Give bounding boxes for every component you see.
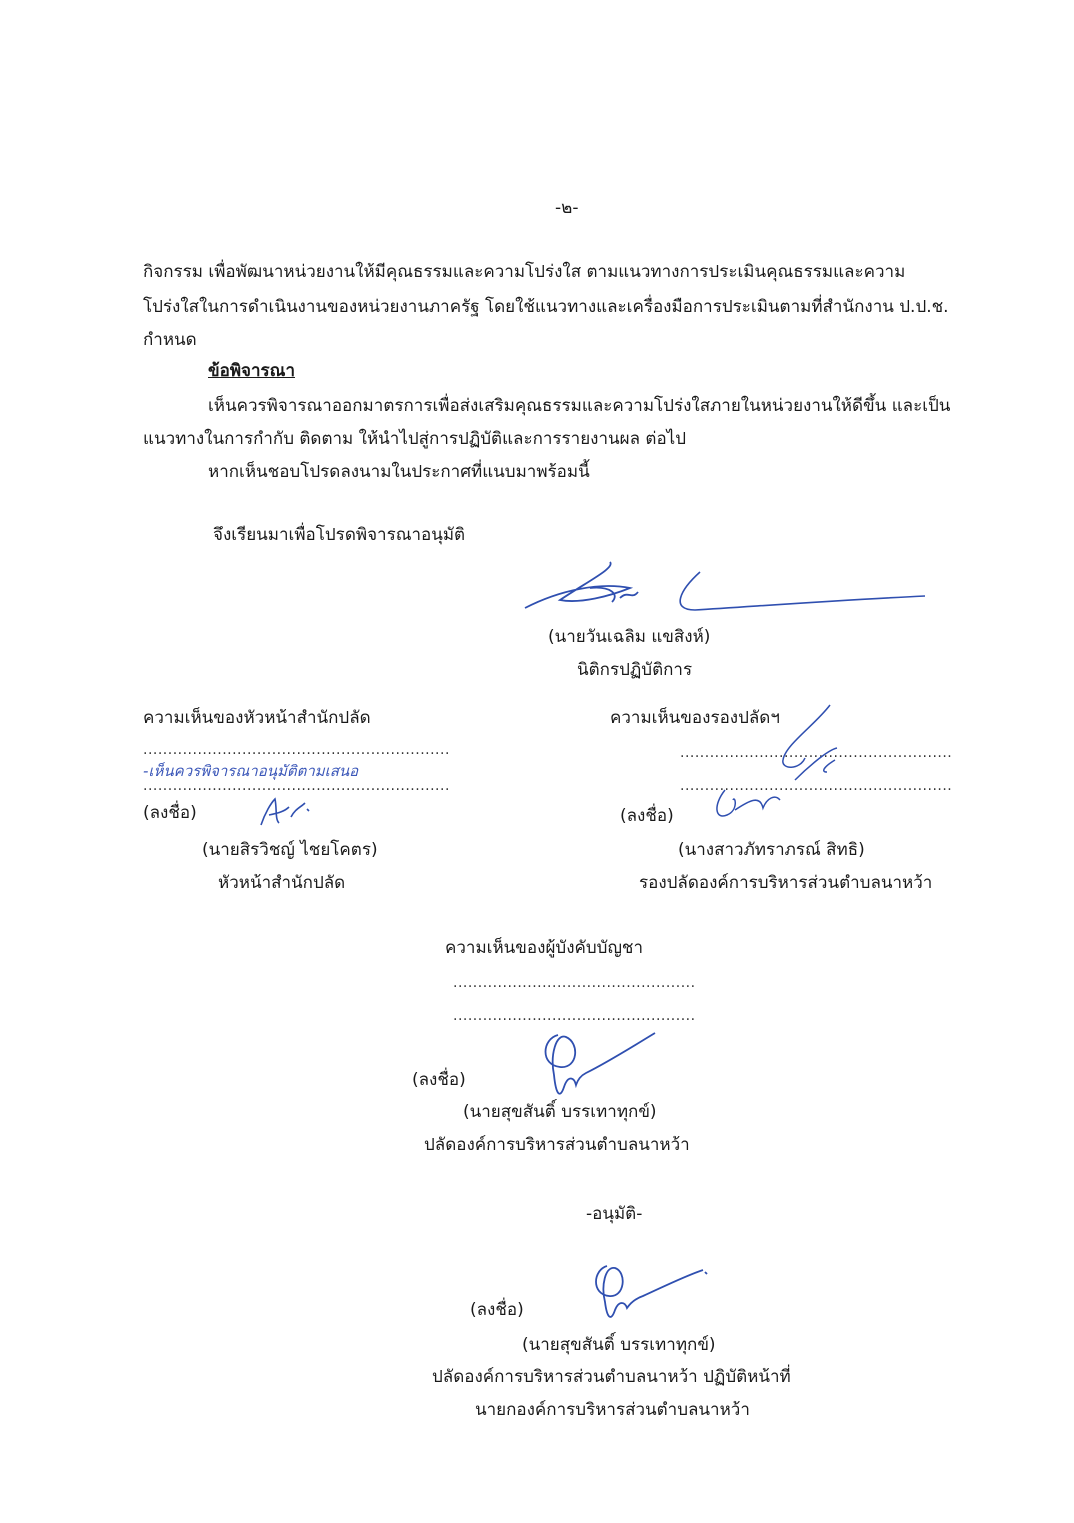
para1-line-2: แนวทางในการกำกับ ติดตาม ให้นำไปสู่การปฏิบัติและการรายงานผล ต่อไป [143,429,687,449]
body-line-2: โปร่งใสในการดำเนินงานของหน่วยงานภาครัฐ โดยใช้แนวทางและเครื่องมือการประเมินตามที่สำนักงาน ป.ป.ช. [143,297,949,317]
section-heading: ข้อพิจารณา [208,361,295,381]
approval-signature [585,1258,715,1328]
deputy-dotted-line-2: ....................................................... [680,778,953,794]
deputy-sign-label: (ลงชื่อ) [620,806,674,826]
head-office-dotted-line-2: .............................................................. [143,778,450,794]
approval-sign-label: (ลงชื่อ) [470,1300,524,1320]
head-office-name: (นายสิรวิชญ์ ไชยโคตร) [202,840,378,860]
deputy-name: (นางสาวภัทราภรณ์ สิทธิ) [678,840,865,860]
head-office-opinion-title: ความเห็นของหัวหน้าสำนักปลัด [143,708,371,728]
supervisor-opinion-title: ความเห็นของผู้บังคับบัญชา [445,938,644,958]
head-office-dotted-line-1: .............................................................. [143,742,450,758]
supervisor-signature [530,1025,660,1105]
author-name: (นายวันเฉลิม แขสิงห์) [548,627,711,647]
body-line-1: กิจกรรม เพื่อพัฒนาหน่วยงานให้มีคุณธรรมและความโปร่งใส ตามแนวทางการประเมินคุณธรรมและความ [143,262,906,282]
closing-line: จึงเรียนมาเพื่อโปรดพิจารณาอนุมัติ [213,525,466,545]
author-position: นิติกรปฏิบัติการ [577,660,693,680]
deputy-opinion-title: ความเห็นของรองปลัดฯ [610,708,780,728]
head-office-handwritten-note: -เห็นควรพิจารณาอนุมัติตามเสนอ [143,762,359,780]
para1-line-1: เห็นควรพิจารณาออกมาตรการเพื่อส่งเสริมคุณธรรมและความโปร่งใสภายในหน่วยงานให้ดีขึ้น และเป็น [208,396,951,416]
approval-position-line-1: ปลัดองค์การบริหารส่วนตำบลนาหว้า ปฏิบัติหน้าที่ [432,1367,791,1387]
supervisor-dotted-line-1: ................................................. [453,975,696,991]
supervisor-dotted-line-2: ................................................. [453,1008,696,1024]
head-office-sign-label: (ลงชื่อ) [143,803,197,823]
deputy-dotted-line-1: ....................................................... [680,745,953,761]
approval-position-line-2: นายกองค์การบริหารส่วนตำบลนาหว้า [475,1400,750,1420]
head-office-signature [255,795,315,830]
supervisor-sign-label: (ลงชื่อ) [412,1070,466,1090]
supervisor-position: ปลัดองค์การบริหารส่วนตำบลนาหว้า [424,1135,690,1155]
supervisor-name: (นายสุขสันติ์ บรรเทาทุกข์) [463,1102,657,1122]
para2: หากเห็นชอบโปรดลงนามในประกาศที่แนบมาพร้อมนี้ [208,462,590,482]
body-line-3: กำหนด [143,330,197,350]
page-number: -๒- [555,198,579,218]
approval-title: -อนุมัติ- [586,1204,643,1224]
approval-name: (นายสุขสันติ์ บรรเทาทุกข์) [522,1335,716,1355]
deputy-signature [705,700,845,825]
head-office-position: หัวหน้าสำนักปลัด [218,873,346,893]
author-signature [520,560,930,620]
deputy-position: รองปลัดองค์การบริหารส่วนตำบลนาหว้า [639,873,933,893]
